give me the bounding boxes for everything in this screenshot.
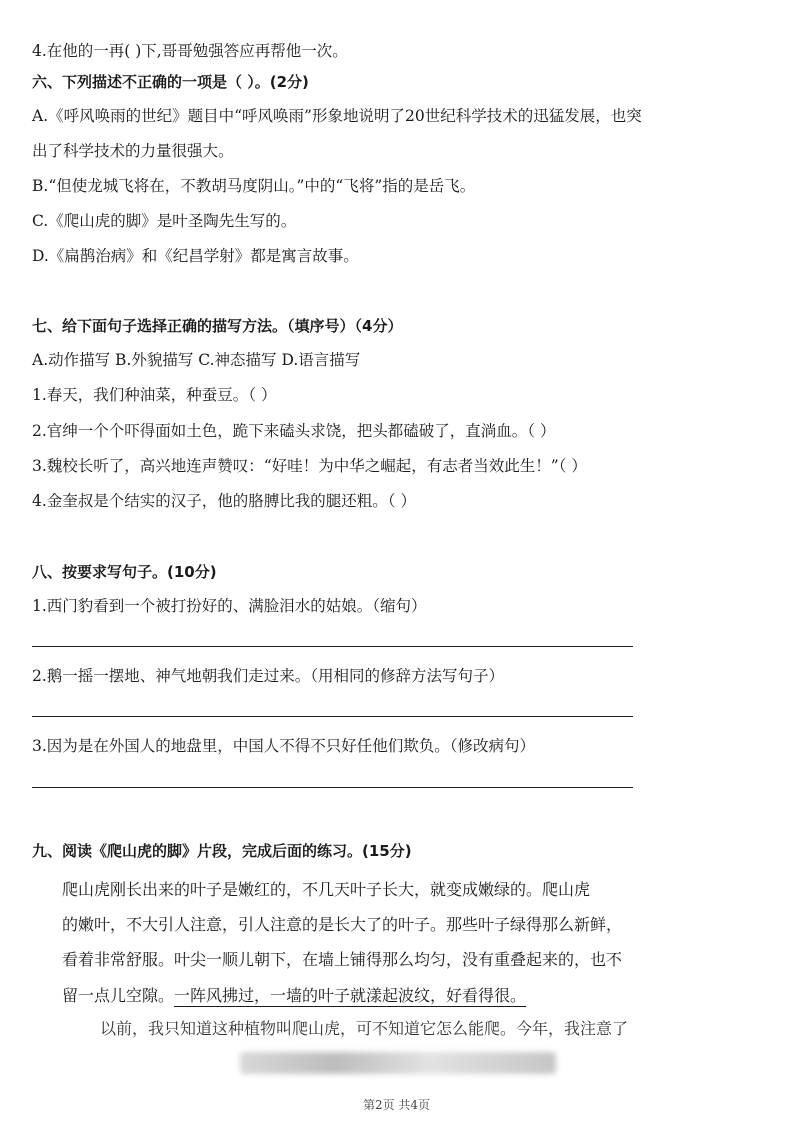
s7-question-2: 2.官绅一个个吓得面如土色，跪下来磕头求饶，把头都磕破了，直淌血。（ ）	[32, 422, 556, 440]
s8-answer-line-2[interactable]	[32, 716, 633, 717]
s8-question-2: 2.鹅一摇一摆地、神气地朝我们走过来。（用相同的修辞方法写句子）	[32, 667, 505, 685]
s6-option-d: D.《扁鹊治病》和《纪昌学射》都是寓言故事。	[32, 247, 359, 265]
passage-line-2: 的嫩叶，不大引人注意，引人注意的是长大了的叶子。那些叶子绿得那么新鲜，	[62, 915, 623, 934]
s8-answer-line-1[interactable]	[32, 646, 633, 647]
s6-option-b: B.“但使龙城飞将在，不教胡马度阴山。”中的“飞将”指的是岳飞。	[32, 177, 476, 195]
s8-question-3: 3.因为是在外国人的地盘里，中国人不得不只好任他们欺负。（修改病句）	[32, 737, 536, 755]
passage-line-3: 看着非常舒服。叶尖一顺儿朝下，在墙上铺得那么均匀，没有重叠起来的，也不	[62, 950, 623, 969]
s7-question-3: 3.魏校长听了，高兴地连声赞叹：“好哇！为中华之崛起，有志者当效此生！”（ ）	[32, 457, 587, 475]
s7-options: A.动作描写 B.外貌描写 C.神态描写 D.语言描写	[32, 351, 361, 369]
section-7-heading: 七、给下面句子选择正确的描写方法。（填序号）（4分）	[32, 317, 403, 335]
section-6-heading: 六、下列描述不正确的一项是（ ）。(2分)	[32, 73, 309, 91]
passage-line-4	[62, 986, 526, 1006]
s8-answer-line-3[interactable]	[32, 787, 633, 788]
s6-option-a-line-1: A.《呼风唤雨的世纪》题目中“呼风唤雨”形象地说明了20世纪科学技术的迅猛发展，也突	[32, 107, 642, 125]
page-footer: 第2页 共4页	[362, 1098, 431, 1112]
passage-line-1: 爬山虎刚长出来的叶子是嫩红的，不几天叶子长大，就变成嫩绿的。爬山虎	[62, 880, 591, 899]
s6-option-c: C.《爬山虎的脚》是叶圣陶先生写的。	[32, 212, 297, 230]
passage-line-5-cutoff: 以前，我只知道这种植物叫爬山虎，可不知道它怎么能爬。今年，我注意了	[100, 1019, 629, 1038]
s8-question-1: 1.西门豹看到一个被打扮好的、满脸泪水的姑娘。（缩句）	[32, 597, 427, 615]
blurred-watermark	[240, 1052, 556, 1074]
section-9-heading: 九、阅读《爬山虎的脚》片段，完成后面的练习。(15分)	[32, 842, 412, 860]
s7-question-4: 4.金奎叔是个结实的汉子，他的胳膊比我的腿还粗。（ ）	[32, 492, 416, 510]
section-8-heading: 八、按要求写句子。(10分)	[32, 563, 217, 581]
underlined-sentence: 一阵风拂过，一墙的叶子就漾起波纹，好看得很。	[174, 986, 527, 1005]
s6-option-a-line-2: 出了科学技术的力量很强大。	[32, 142, 234, 160]
passage-line-4-start: 留一点儿空隙。	[62, 986, 175, 1005]
s5-question-4: 4.在他的一再( )下,哥哥勉强答应再帮他一次。	[32, 42, 348, 60]
s7-question-1: 1.春天，我们种油菜，种蚕豆。（ ）	[32, 386, 277, 404]
